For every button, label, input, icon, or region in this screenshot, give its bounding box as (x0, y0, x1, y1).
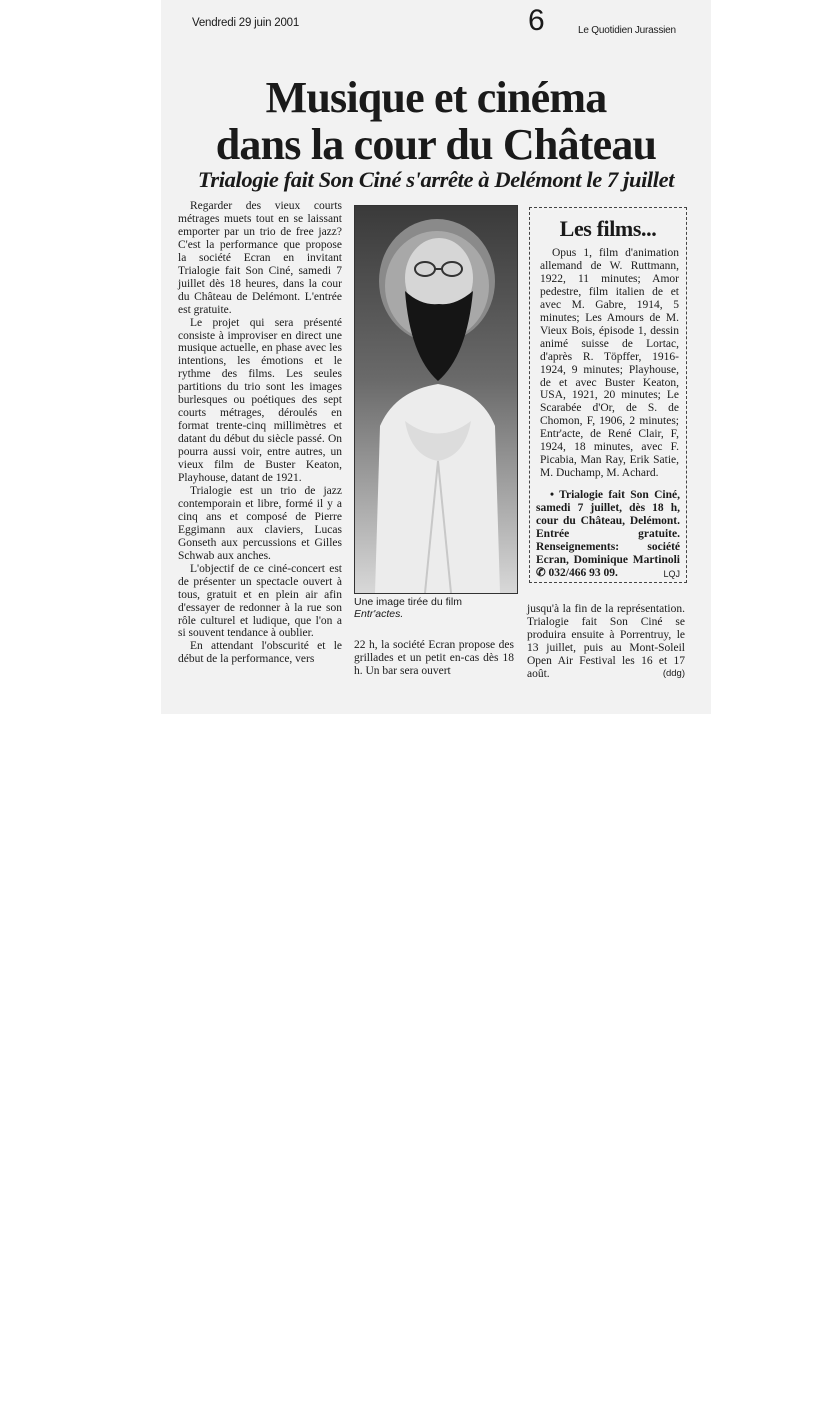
caption-line-2: Entr'actes. (354, 608, 404, 620)
newspaper-page (161, 0, 711, 714)
paragraph: L'objectif de ce ciné-concert est de présenter un spectacle ouvert à tous, gratuit et en plein air afin d'essayer de redonner à la rue son rôle culturel et ludique, que l'on a si souvent tendance à oublier. (178, 562, 342, 640)
article-subtitle: Trialogie fait Son Ciné s'arrête à Delémont le 7 juillet (197, 167, 675, 192)
event-info (536, 489, 680, 581)
paragraph: Regarder des vieux courts métrages muets tout en se laissant emporter par un trio de free jazz? C'est la performance que propose la société Ecran en invitant Trialogie fait Son Ciné, samedi 7 juillet dès 18 heures, dans la cour du Château de Delémont. L'entrée est gratuite. (178, 200, 342, 316)
paragraph: En attendant l'obscurité et le début de la performance, vers (178, 640, 342, 666)
event-info-body: • Trialogie fait Son Ciné, samedi 7 juillet, dès 18 h, cour du Château, Delémont. Entrée gratuite. Renseignements: société Ecran, Dominique Martinoli ✆ 032/466 93 09. (536, 489, 680, 579)
article-column-2 (354, 639, 514, 678)
paragraph: 22 h, la société Ecran propose des grillades et un petit en-cas dès 18 h. Un bar sera ouvert (354, 639, 514, 677)
caption-line-1: Une image tirée du film (354, 596, 462, 608)
film-still-image (355, 206, 517, 593)
film-list-text: Opus 1, film d'animation allemand de W. Ruttmann, 1922, 11 minutes; Amor pedestre, film italien de et avec M. Gabre, 1914, 5 minutes; Les Amours de M. Vieux Bois, épisode 1, dessin animé suisse de Lortac, d'après R. Töpffer, 1916-1924, 9 minutes; Playhouse, de et avec Buster Keaton, USA, 1921, 20 minutes; Le Scarabée d'Or, de S. de Chomon, F, 1906, 2 minutes; Entr'acte, de René Clair, F, 1924, 18 minutes, avec F. Picabia, Man Ray, Erik Satie, M. Duchamp, M. Achard. (540, 247, 679, 480)
sidebox-title: Les films... (559, 216, 657, 241)
article-title (161, 74, 711, 168)
title-line-1: Musique et cinéma (265, 73, 607, 122)
newspaper-name: Le Quotidien Jurassien (578, 25, 676, 36)
paragraph: Le projet qui sera présenté consiste à improviser en direct une musique actuelle, en phase avec les intentions, les émotions et le rythme des films. Les seules partitions du trio sont les images burlesques ou poétiques des sept courts métrages, déroulés en format trente-cinq millimètres et datant du début du siècle passé. On pourra aussi voir, entre autres, un vieux film de Buster Keaton, Playhouse, datant de 1921. (178, 316, 342, 485)
sidebox-film-list (540, 247, 679, 480)
sidebox-signature: LQJ (663, 568, 680, 579)
paragraph-text: jusqu'à la fin de la représentation. Trialogie fait Son Ciné se produira ensuite à Porrentruy, le 13 juillet, puis au Mont-Soleil Open Air Festival les 16 et 17 août. (527, 603, 685, 680)
films-sidebox (529, 207, 687, 583)
author-credit: (ddg) (662, 667, 685, 679)
event-info-text (536, 489, 680, 580)
photo-caption (354, 596, 524, 620)
page-number: 6 (528, 4, 545, 37)
paragraph (527, 603, 685, 681)
article-column-3 (527, 603, 685, 681)
paragraph: Trialogie est un trio de jazz contemporain et libre, formé il y a cinq ans et composé de Pierre Eggimann aux claviers, Lucas Gonseth aux percussions et Gilles Schwab aux anches. (178, 484, 342, 562)
article-column-1 (178, 200, 342, 666)
film-still-photo (354, 205, 518, 594)
title-line-2: dans la cour du Château (215, 120, 657, 169)
issue-date: Vendredi 29 juin 2001 (192, 17, 300, 29)
